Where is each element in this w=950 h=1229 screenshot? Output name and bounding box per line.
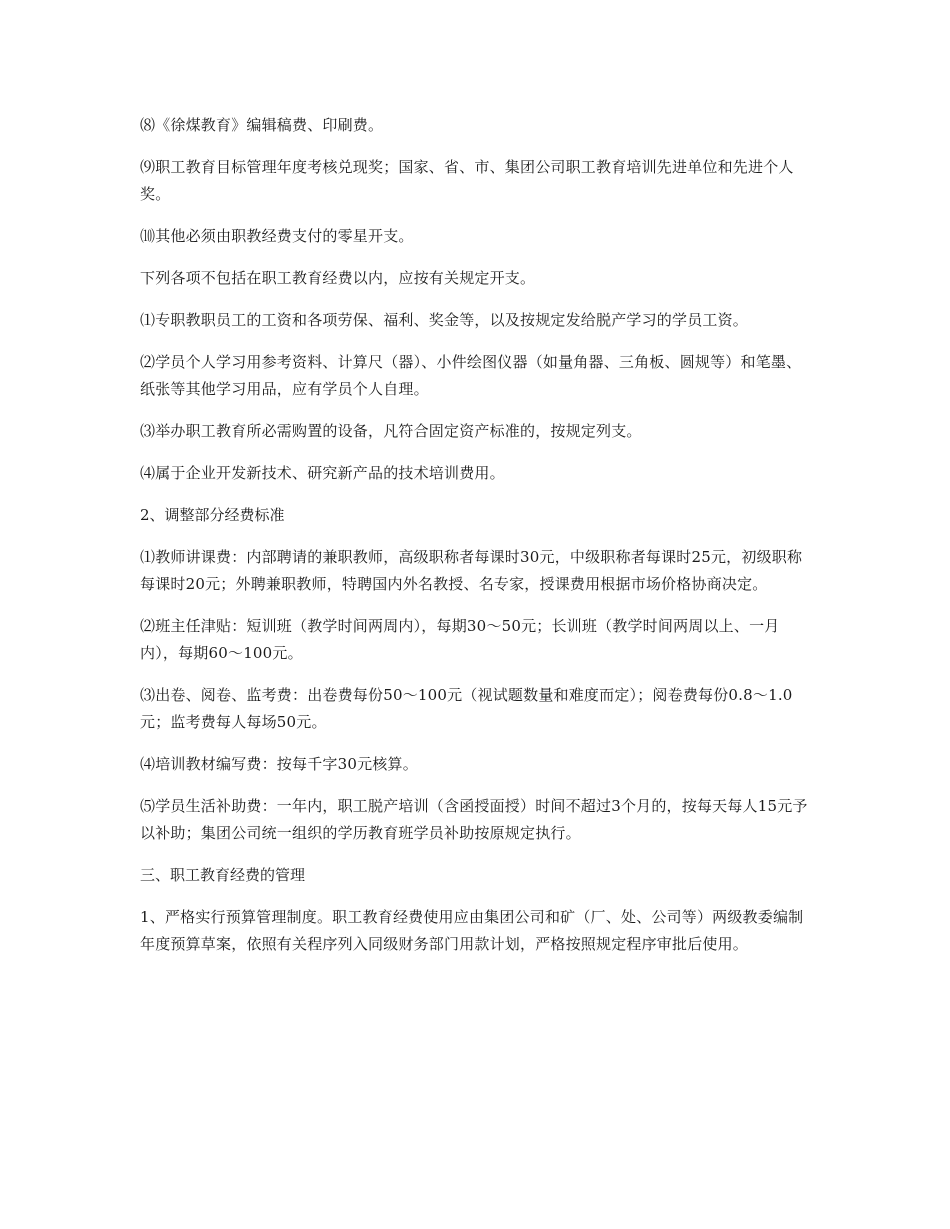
paragraph-item-10: ⑽其他必须由职教经费支付的零星开支。 (140, 227, 414, 245)
paragraph-standard-3: ⑶出卷、阅卷、监考费：出卷费每份50～100元（视试题数量和难度而定）；阅卷费每份0.8～1.0元；监考费每人每场50元。 (140, 686, 793, 731)
paragraph-item-8: ⑻《徐煤教育》编辑稿费、印刷费。 (140, 116, 384, 134)
section-heading-management: 三、职工教育经费的管理 (140, 866, 306, 884)
paragraph-management-1: 1、严格实行预算管理制度。职工教育经费使用应由集团公司和矿（厂、处、公司等）两级教委编制年度预算草案，依照有关程序列入同级财务部门用款计划，严格按照规定程序审批后使用。 (140, 908, 804, 953)
paragraph-standard-4: ⑷培训教材编写费：按每千字30元核算。 (140, 755, 418, 773)
paragraph-exclusion-1: ⑴专职教职员工的工资和各项劳保、福利、奖金等，以及按规定发给脱产学习的学员工资。 (140, 311, 749, 329)
document-body (140, 112, 812, 973)
paragraph-standard-1: ⑴教师讲课费：内部聘请的兼职教师，高级职称者每课时30元，中级职称者每课时25元，初级职称每课时20元；外聘兼职教师，特聘国内外名教授、名专家，授课费用根据市场价格协商决定。 (140, 548, 803, 593)
paragraph-exclusions-intro: 下列各项不包括在职工教育经费以内，应按有关规定开支。 (140, 269, 536, 287)
paragraph-standard-2: ⑵班主任津贴：短训班（教学时间两周内），每期30～50元；长训班（教学时间两周以上、一月内），每期60～100元。 (140, 617, 780, 662)
paragraph-standard-5: ⑸学员生活补助费：一年内，职工脱产培训（含函授面授）时间不超过3个月的，按每天每人15元予以补助；集团公司统一组织的学历教育班学员补助按原规定执行。 (140, 797, 808, 842)
paragraph-exclusion-4: ⑷属于企业开发新技术、研究新产品的技术培训费用。 (140, 464, 505, 482)
paragraph-exclusion-3: ⑶举办职工教育所必需购置的设备，凡符合固定资产标准的，按规定列支。 (140, 422, 642, 440)
paragraph-exclusion-2: ⑵学员个人学习用参考资料、计算尺（器）、小件绘图仪器（如量角器、三角板、圆规等）和笔墨、纸张等其他学习用品，应有学员个人自理。 (140, 353, 802, 398)
section-heading-adjust-standards: 2、调整部分经费标准 (140, 506, 285, 524)
paragraph-item-9: ⑼职工教育目标管理年度考核兑现奖；国家、省、市、集团公司职工教育培训先进单位和先进个人奖。 (140, 158, 794, 203)
